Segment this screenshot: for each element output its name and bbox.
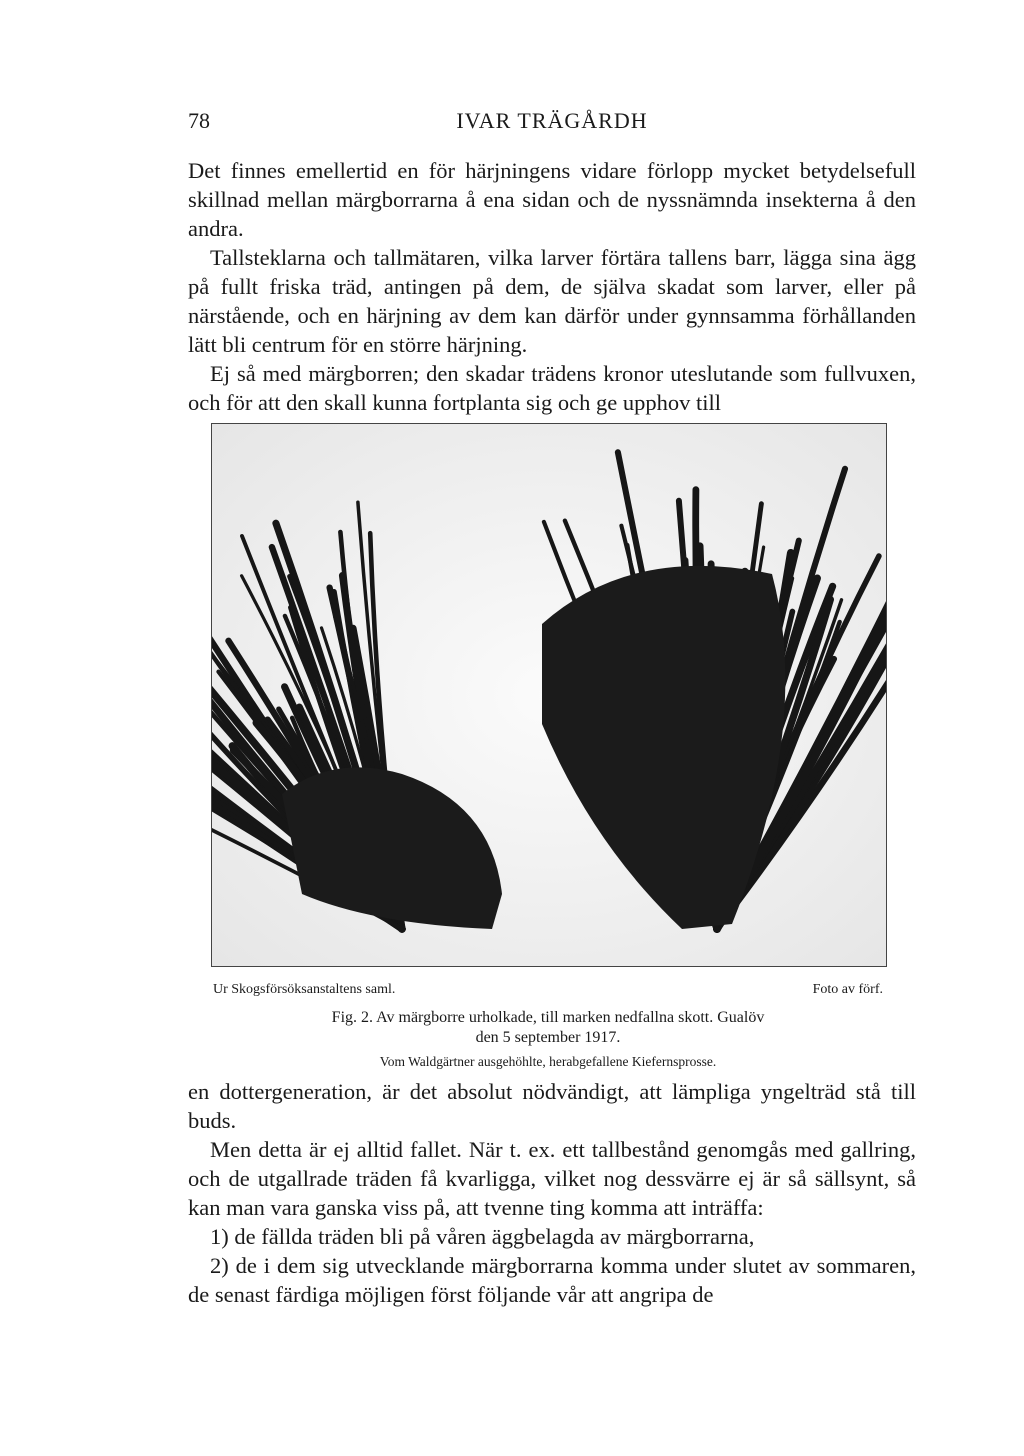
page-number: 78 xyxy=(188,108,210,133)
paragraph: Det finnes emellertid en för härjningens vidare förlopp mycket betydelsefull skillnad mellan märgborrarna å ena sidan och de nyssnämnda insekterna å den andra. xyxy=(188,158,916,241)
paragraph: 2) de i dem sig utvecklande märgborrarna komma under slutet av sommaren, de senast färdiga möjligen först följande vår att angripa de xyxy=(188,1253,916,1307)
body-text-top xyxy=(188,156,916,417)
pine-shoots-illustration xyxy=(212,424,886,966)
paragraph: Ej så med märgborren; den skadar trädens kronor uteslutande som fullvuxen, och för att den skall kunna fortplanta sig och ge upphov till xyxy=(188,361,916,415)
running-title: IVAR TRÄGÅRDH xyxy=(456,108,648,133)
body-text-bottom xyxy=(188,1077,916,1309)
figure-photograph xyxy=(211,423,887,967)
page-header xyxy=(188,108,916,138)
paragraph: Men detta är ej alltid fallet. När t. ex. ett tallbestånd genomgås med gallring, och de utgallrade träden få kvarligga, vilket nog dessvärre ej är så sällsynt, så kan man vara ganska viss på, att tvenne ting komma att inträffa: xyxy=(188,1137,916,1220)
caption-german: Vom Waldgärtner ausgehöhlte, herabgefallene Kiefernsprosse. xyxy=(379,1054,717,1069)
caption-line: Fig. 2. Av märgborre urholkade, till marken nedfallna skott. Gualöv xyxy=(331,1009,765,1026)
paragraph: en dottergeneration, är det absolut nödvändigt, att lämpliga yngelträd stå till buds. xyxy=(188,1079,916,1133)
credit-source: Ur Skogsförsöksanstaltens saml. xyxy=(213,982,396,997)
figure-credits xyxy=(213,982,883,1002)
paragraph: 1) de fällda träden bli på våren äggbelagda av märgborrarna, xyxy=(210,1224,755,1249)
caption-line: den 5 september 1917. xyxy=(475,1029,621,1046)
credit-photographer: Foto av förf. xyxy=(812,982,883,997)
paragraph: Tallsteklarna och tallmätaren, vilka larver förtära tallens barr, lägga sina ägg på fullt friska träd, antingen på dem, de själva skadat som larver, eller på närstående, och en härjning av dem kan därför under gynnsamma förhållanden lätt bli centrum för en större härjning. xyxy=(188,245,916,357)
figure-caption xyxy=(213,1008,883,1072)
